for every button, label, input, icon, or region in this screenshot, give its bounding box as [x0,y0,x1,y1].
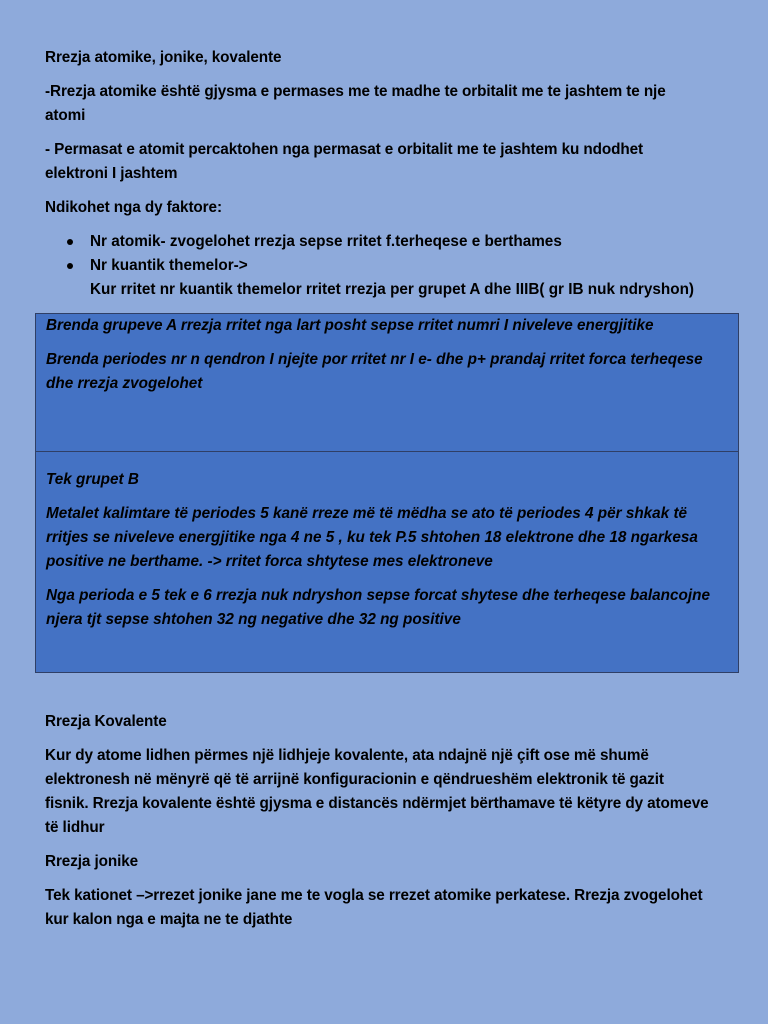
box-line: dhe rrezja zvogelohet [46,375,203,392]
intro-line: atomi [45,107,86,124]
intro-line: elektroni I jashtem [45,165,178,182]
box-line: Metalet kalimtare të periodes 5 kanë rreze më të mëdha se ato të periodes 4 për shkak të [46,505,688,522]
box-line: Nga perioda e 5 tek e 6 rrezja nuk ndryshon sepse forcat shytese dhe terheqese balancojne [46,587,710,604]
covalent-line: Kur dy atome lidhen përmes një lidhjeje kovalente, ata ndajnë një çift ose më shumë [45,747,649,764]
intro-line: -Rrezja atomike është gjysma e permases me te madhe te orbitalit me te jashtem te nje [45,83,666,100]
box-line: Brenda grupeve A rrezja rritet nga lart posht sepse rritet numri I niveleve energjitike [46,317,654,334]
ionic-line: kur kalon nga e majta ne te djathte [45,911,293,928]
ionic-line: Tek kationet –>rrezet jonike jane me te vogla se rrezet atomike perkatese. Rrezja zvogelohet [45,887,703,904]
factors-list [45,230,694,302]
list-item-subtext: Kur rritet nr kuantik themelor rritet rrezja per grupet A dhe IIIB( gr IB nuk ndryshon) [90,281,695,298]
groups-a-box [35,313,739,452]
document-title: Rrezja atomike, jonike, kovalente [45,49,282,66]
list-item [45,230,694,254]
intro-line: - Permasat e atomit percaktohen nga permasat e orbitalit me te jashtem ku ndodhet [45,141,643,158]
list-item-text: Nr kuantik themelor-> [90,257,248,274]
covalent-heading: Rrezja Kovalente [45,713,167,730]
box-line: Brenda periodes nr n qendron I njejte por rritet nr I e- dhe p+ prandaj rritet forca terheqese [46,351,703,368]
list-item-continuation [45,278,694,302]
box-line: rritjes se niveleve energjitike nga 4 ne 5 , ku tek P.5 shtohen 18 elektrone dhe 18 ngarkesa [46,529,698,546]
box-line: positive ne berthame. -> rritet forca shtytese mes elektroneve [46,553,493,570]
list-item-text: Nr atomik- zvogelohet rrezja sepse rritet f.terheqese e berthames [90,233,562,250]
bullet-icon [67,239,73,245]
factors-heading: Ndikohet nga dy faktore: [45,199,222,216]
box-heading: Tek grupet B [46,471,139,488]
list-item [45,254,694,278]
box-line: njera tjt sepse shtohen 32 ng negative dhe 32 ng positive [46,611,461,628]
groups-b-box [35,451,739,673]
ionic-heading: Rrezja jonike [45,853,139,870]
covalent-line: të lidhur [45,819,105,836]
covalent-line: fisnik. Rrezja kovalente është gjysma e distancës ndërmjet bërthamave të këtyre dy atomeve [45,795,709,812]
covalent-line: elektronesh në mënyrë që të arrijnë konfiguracionin e qëndrueshëm elektronik të gazit [45,771,664,788]
bullet-icon [67,263,73,269]
